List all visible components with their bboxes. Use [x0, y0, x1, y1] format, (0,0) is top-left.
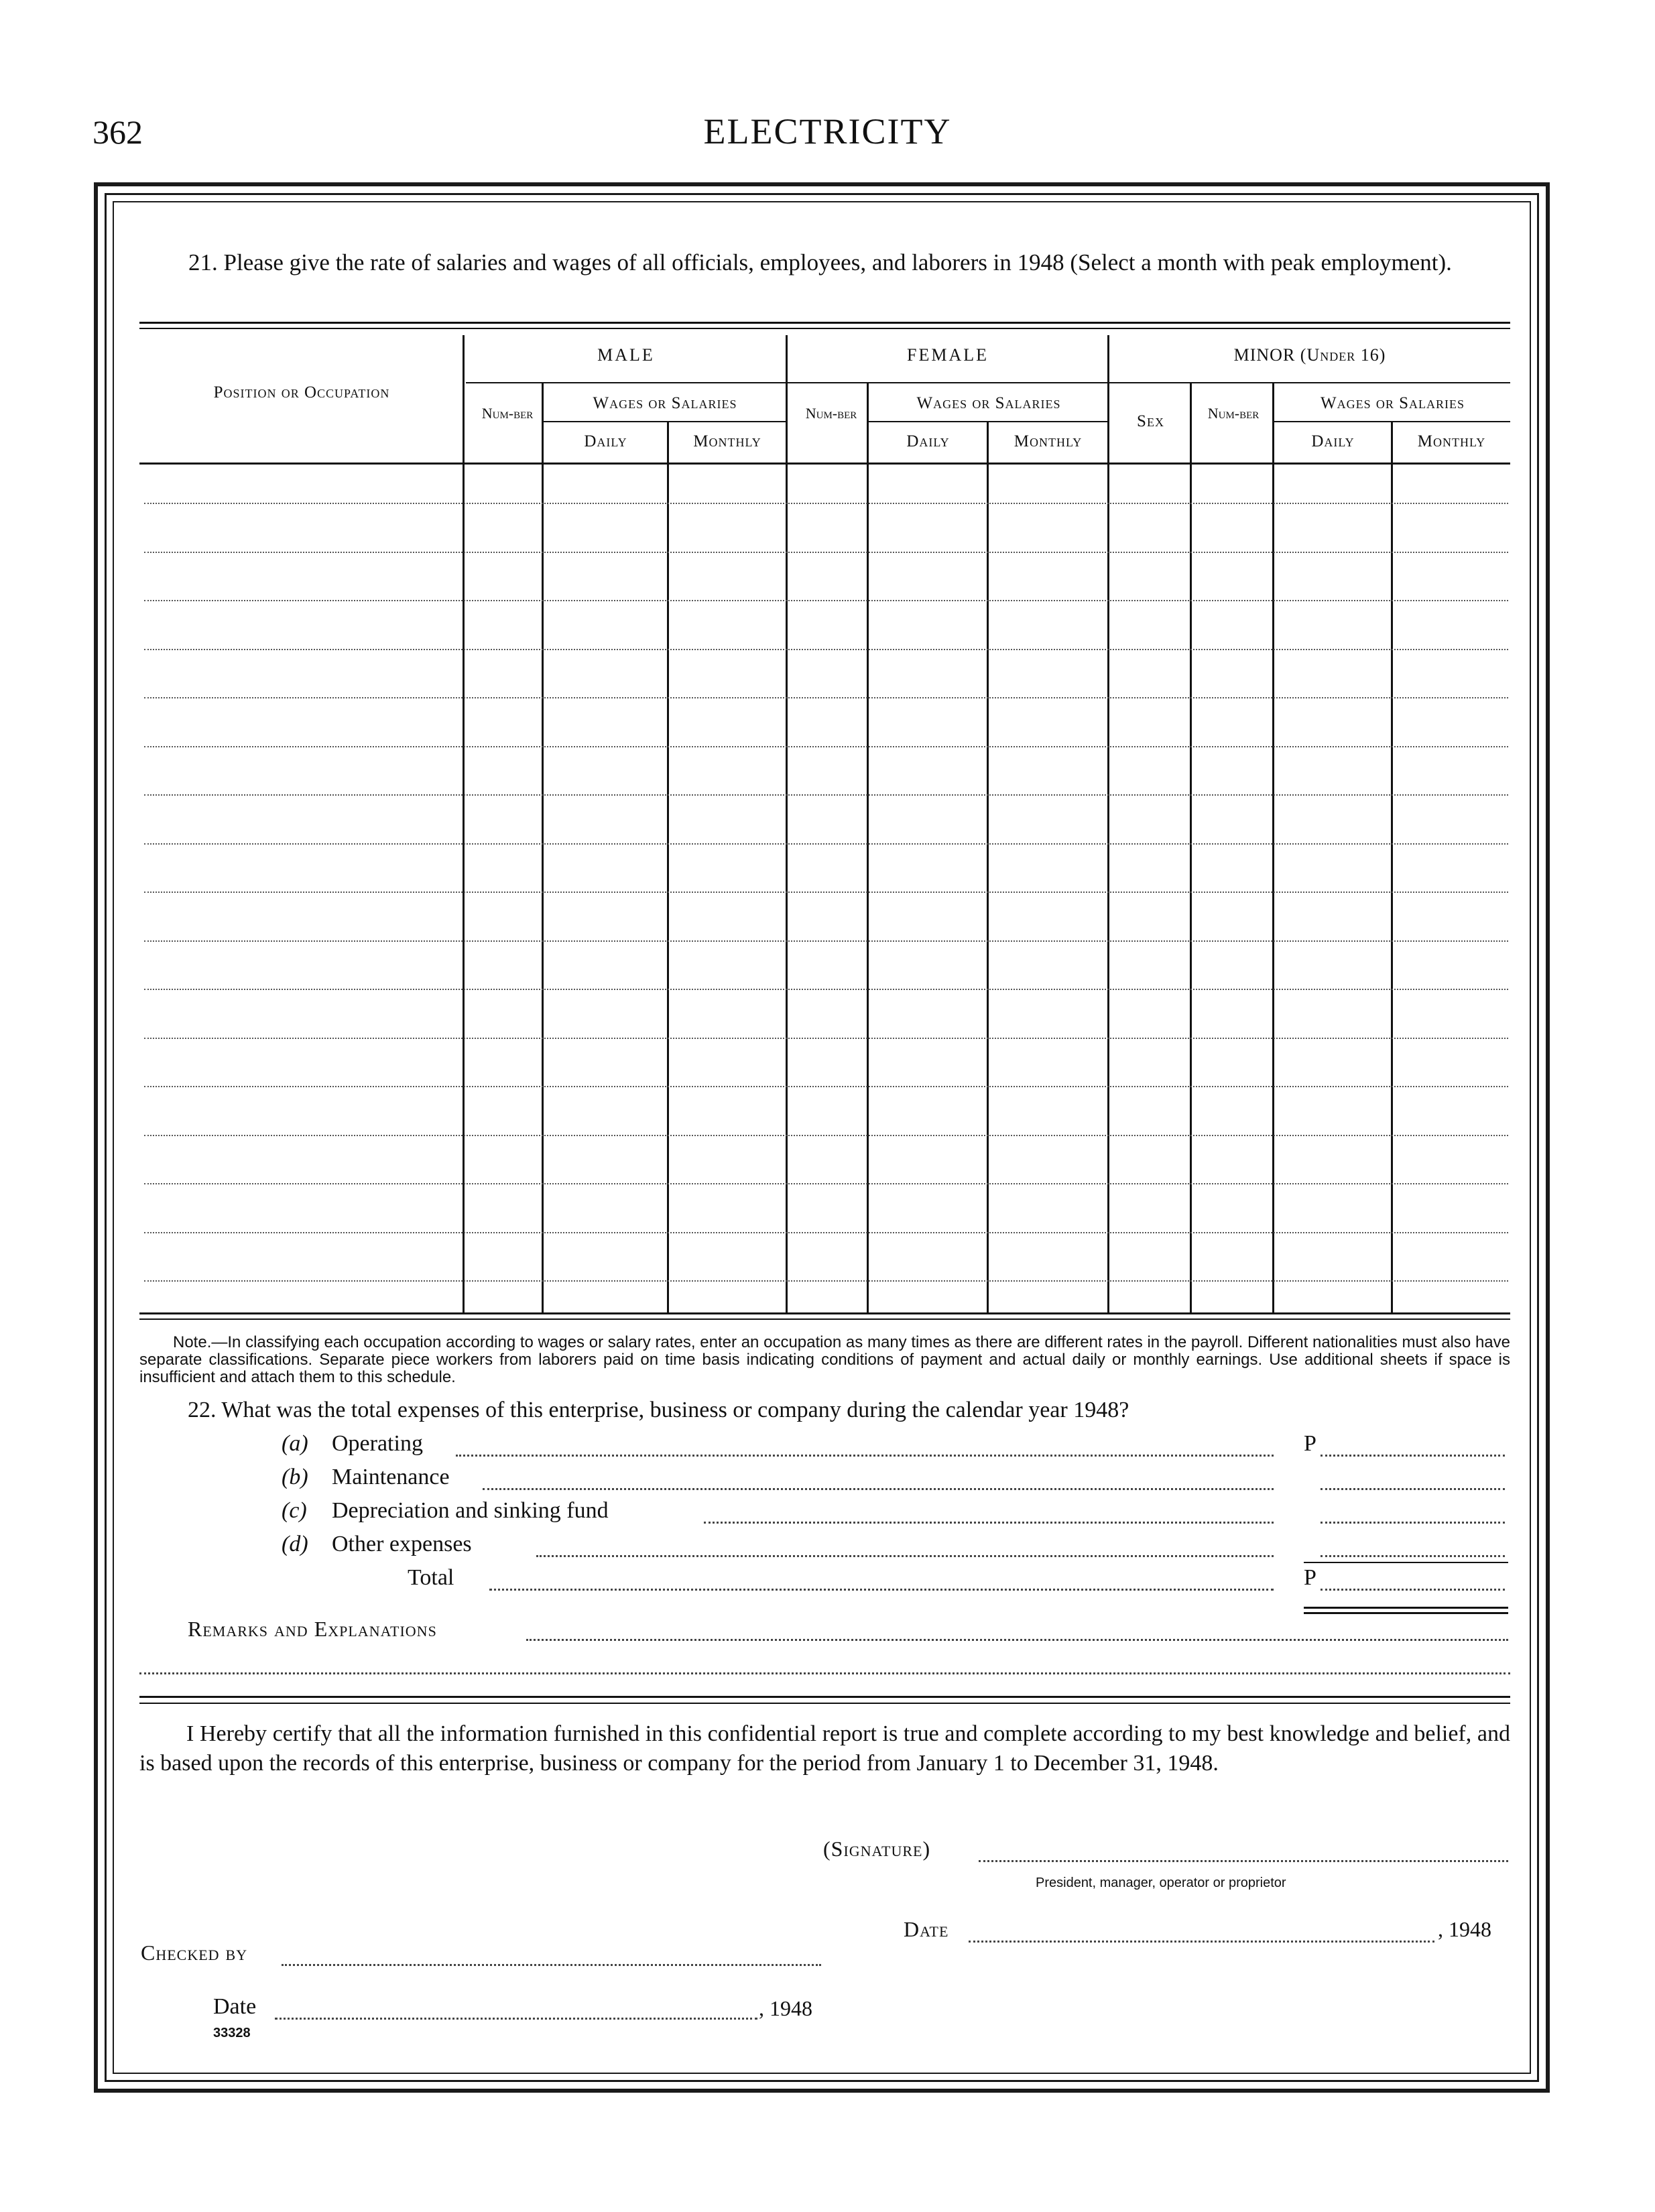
running-title: ELECTRICITY: [703, 111, 952, 151]
table-row[interactable]: [144, 1086, 1508, 1087]
table-top-rule: [139, 322, 1510, 324]
table-row[interactable]: [144, 940, 1508, 942]
total-amount-field[interactable]: [1321, 1589, 1505, 1591]
expense-item-label: Other expenses: [332, 1532, 472, 1556]
expense-item-label: Depreciation and sinking fund: [332, 1498, 609, 1523]
table-row[interactable]: [144, 649, 1508, 650]
minor-wages-header: Wages or Salaries: [1320, 394, 1465, 412]
male-wages-header: Wages or Salaries: [593, 394, 737, 412]
total-double-rule: [1304, 1607, 1508, 1609]
male-number-header: Num-ber: [481, 405, 534, 422]
expense-item-amount-field[interactable]: [1321, 1555, 1505, 1557]
checked-by-label: Checked by: [141, 1941, 248, 1965]
table-row[interactable]: [144, 503, 1508, 504]
remarks-label: Remarks and Explanations: [188, 1617, 437, 1641]
female-group-underline: [788, 382, 1108, 383]
table-row[interactable]: [144, 1280, 1508, 1282]
checked-date-year: , 1948: [759, 1996, 812, 2020]
col-divider: [987, 422, 989, 1312]
signature-date-label: Date: [904, 1917, 949, 1941]
female-daily-header: Daily: [906, 432, 950, 450]
table-row[interactable]: [144, 989, 1508, 990]
table-row[interactable]: [144, 1232, 1508, 1233]
minor-monthly-header: Monthly: [1417, 432, 1486, 450]
female-wages-header: Wages or Salaries: [916, 394, 1061, 412]
signature-caption: President, manager, operator or proprietor: [1036, 1876, 1286, 1890]
expense-item-leader: [456, 1455, 1274, 1457]
expense-item-label: Maintenance: [332, 1465, 450, 1489]
checked-date-label: Date: [213, 1994, 257, 2019]
female-monthly-header: Monthly: [1014, 432, 1083, 450]
table-row[interactable]: [144, 843, 1508, 845]
form-code: 33328: [213, 2026, 251, 2040]
remarks-field-line-2[interactable]: [139, 1672, 1510, 1674]
expense-item-amount-field[interactable]: [1321, 1455, 1505, 1457]
expense-item-currency: P: [1304, 1431, 1316, 1456]
col-divider: [542, 383, 544, 1312]
signature-label: (Signature): [823, 1837, 931, 1861]
expense-item-mark: (a): [282, 1431, 308, 1456]
expense-item-amount-field[interactable]: [1321, 1488, 1505, 1490]
total-leader: [489, 1589, 1274, 1591]
remarks-field-line-1[interactable]: [526, 1639, 1508, 1641]
signature-date-field[interactable]: [969, 1941, 1434, 1943]
certification-text: I Hereby certify that all the information furnished in this confidential report is true and complete according to my best knowledge and belief, and is based upon the records of this enterprise, business or company for the period from January 1 to December 31, 1948.: [139, 1721, 1510, 1776]
minor-sex-header: Sex: [1137, 412, 1164, 430]
table-header-bottom-rule: [139, 463, 1510, 465]
expense-item-mark: (b): [282, 1465, 308, 1489]
minor-number-header: Num-ber: [1207, 405, 1260, 422]
total-double-rule-2: [1304, 1612, 1508, 1614]
remarks-bottom-rule: [139, 1696, 1510, 1698]
expense-item-mark: (d): [282, 1532, 308, 1556]
col-divider: [867, 383, 869, 1312]
page-number: 362: [93, 113, 143, 151]
col-divider: [1190, 383, 1192, 1312]
col-divider: [463, 335, 465, 1312]
col-divider: [1391, 422, 1393, 1312]
expense-item-label: Operating: [332, 1431, 423, 1456]
col-divider: [1272, 383, 1274, 1312]
col-divider: [786, 335, 788, 1312]
male-group-header: MALE: [597, 345, 655, 365]
remarks-bottom-rule-2: [139, 1703, 1510, 1704]
classification-note: Note.—In classifying each occupation according to wages or salary rates, enter an occupation as many times as there are different rates in the payroll. Different nationalities must also have separate classifications. Separate piece workers from laborers paid on time basis indicating conditions of payment and actual daily or monthly earnings. Use additional sheets if space is insufficient and attach them to this schedule.: [139, 1333, 1510, 1386]
minor-group-header: MINOR (Under 16): [1233, 345, 1386, 365]
table-top-rule-2: [139, 328, 1510, 329]
table-bottom-rule: [139, 1312, 1510, 1314]
col-divider: [667, 422, 669, 1312]
minor-group-underline: [1109, 382, 1510, 383]
female-group-header: FEMALE: [907, 345, 989, 365]
table-row[interactable]: [144, 600, 1508, 601]
question-22-text: 22. What was the total expenses of this enterprise, business or company during the calendar year 1948?: [188, 1398, 1129, 1422]
signature-field[interactable]: [979, 1860, 1508, 1862]
expense-item-amount-field[interactable]: [1321, 1522, 1505, 1524]
expense-item-leader: [483, 1488, 1274, 1490]
male-daily-header: Daily: [584, 432, 627, 450]
table-row[interactable]: [144, 697, 1508, 698]
table-row[interactable]: [144, 794, 1508, 796]
table-row[interactable]: [144, 1183, 1508, 1184]
subtotal-rule: [1304, 1562, 1508, 1563]
question-21-text: 21. Please give the rate of salaries and wages of all officials, employees, and laborers in 1948 (Select a month with peak employment).: [188, 249, 1452, 275]
signature-date-year: , 1948: [1438, 1917, 1491, 1941]
expense-item-leader: [704, 1522, 1274, 1524]
minor-daily-header: Daily: [1311, 432, 1355, 450]
total-currency: P: [1304, 1565, 1316, 1590]
male-wages-underline: [543, 421, 786, 422]
table-bottom-rule-2: [139, 1318, 1510, 1320]
table-row[interactable]: [144, 746, 1508, 747]
table-row[interactable]: [144, 892, 1508, 893]
table-row[interactable]: [144, 1038, 1508, 1039]
col-divider: [1107, 335, 1109, 1312]
male-group-underline: [466, 382, 786, 383]
page-frame-inner: [113, 201, 1531, 2074]
male-monthly-header: Monthly: [693, 432, 761, 450]
table-row[interactable]: [144, 1135, 1508, 1136]
female-number-header: Num-ber: [805, 405, 857, 422]
checked-date-field[interactable]: [275, 2018, 757, 2020]
total-label: Total: [408, 1565, 454, 1590]
table-row[interactable]: [144, 552, 1508, 553]
checked-by-field[interactable]: [282, 1964, 821, 1966]
expense-item-leader: [536, 1555, 1274, 1557]
position-column-header: Position or Occupation: [213, 383, 390, 402]
expense-item-mark: (c): [282, 1498, 307, 1523]
